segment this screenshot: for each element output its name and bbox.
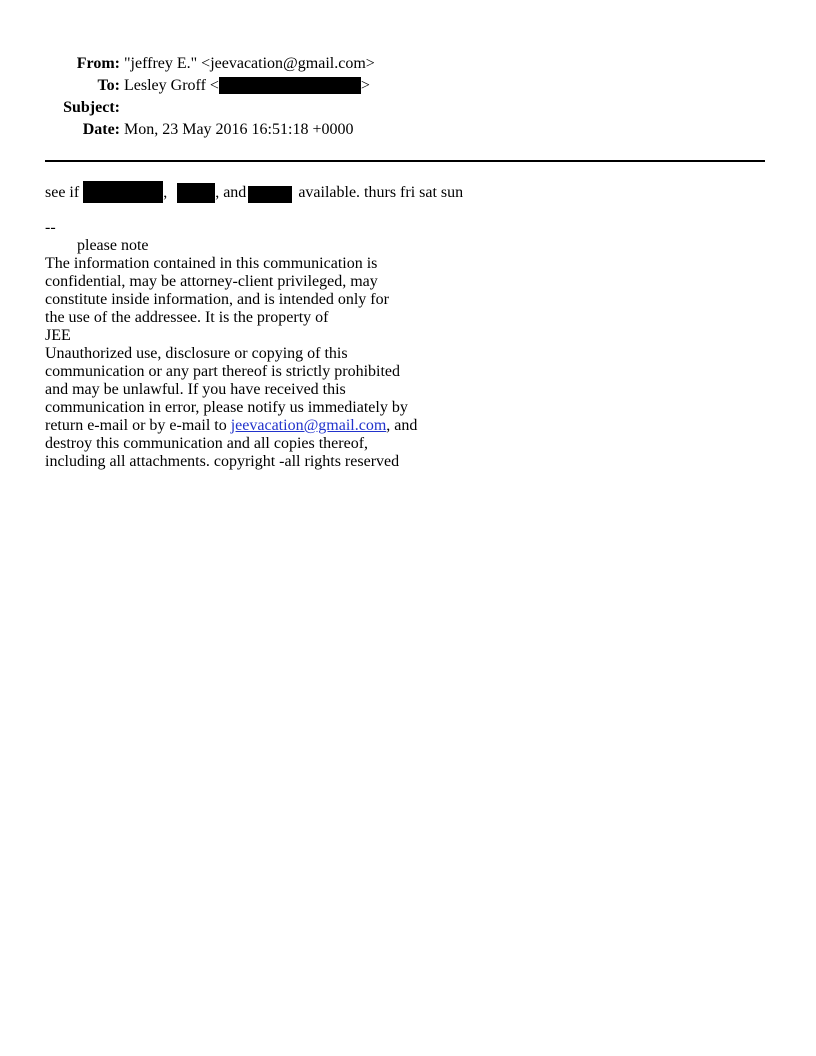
to-value xyxy=(124,75,370,97)
message-tail: available. thurs fri sat sun xyxy=(298,184,464,201)
email-header xyxy=(0,53,816,141)
signature-note: please note xyxy=(77,237,149,254)
to-suffix: > xyxy=(360,77,370,94)
signature-line: JEE xyxy=(45,327,71,344)
signature-return-suffix: , and xyxy=(386,417,418,434)
date-row xyxy=(0,119,816,141)
to-label: To: xyxy=(97,77,120,94)
message-comma-and: , and xyxy=(215,184,247,201)
redaction-box xyxy=(83,181,163,203)
date-value: Mon, 23 May 2016 16:51:18 +0000 xyxy=(124,121,354,138)
signature-line: communication in error, please notify us immediately by xyxy=(45,399,408,416)
signature-line: Unauthorized use, disclosure or copying of this xyxy=(45,345,348,362)
message-body xyxy=(45,181,463,204)
signature-line: confidential, may be attorney-client privileged, may xyxy=(45,273,378,290)
redaction-box xyxy=(177,183,215,203)
header-divider xyxy=(45,160,765,162)
signature-line: communication or any part thereof is strictly prohibited xyxy=(45,363,401,380)
subject-label: Subject: xyxy=(63,99,120,116)
signature-line: including all attachments. copyright -all rights reserved xyxy=(45,453,400,470)
subject-row xyxy=(0,97,816,119)
from-label: From: xyxy=(76,55,120,72)
redaction-box xyxy=(219,77,361,94)
message-see-if: see if xyxy=(45,184,80,201)
date-label: Date: xyxy=(82,121,120,138)
signature-return-prefix: return e-mail or by e-mail to xyxy=(45,417,231,434)
signature-line: and may be unlawful. If you have received this xyxy=(45,381,346,398)
email-link[interactable]: jeevacation@gmail.com xyxy=(230,417,387,434)
signature-line: destroy this communication and all copies thereof, xyxy=(45,435,369,452)
email-signature xyxy=(45,219,465,471)
redaction-box xyxy=(248,186,292,203)
signature-return-line xyxy=(45,417,465,435)
from-value: "jeffrey E." <jeevacation@gmail.com> xyxy=(124,55,375,72)
from-row xyxy=(0,53,816,75)
signature-dashes: -- xyxy=(45,219,56,236)
to-row xyxy=(0,75,816,97)
message-comma: , xyxy=(163,184,168,201)
to-prefix: Lesley Groff < xyxy=(124,77,219,94)
signature-line: the use of the addressee. It is the property of xyxy=(45,309,329,326)
signature-line: constitute inside information, and is intended only for xyxy=(45,291,389,308)
signature-line: The information contained in this communication is xyxy=(45,255,378,272)
